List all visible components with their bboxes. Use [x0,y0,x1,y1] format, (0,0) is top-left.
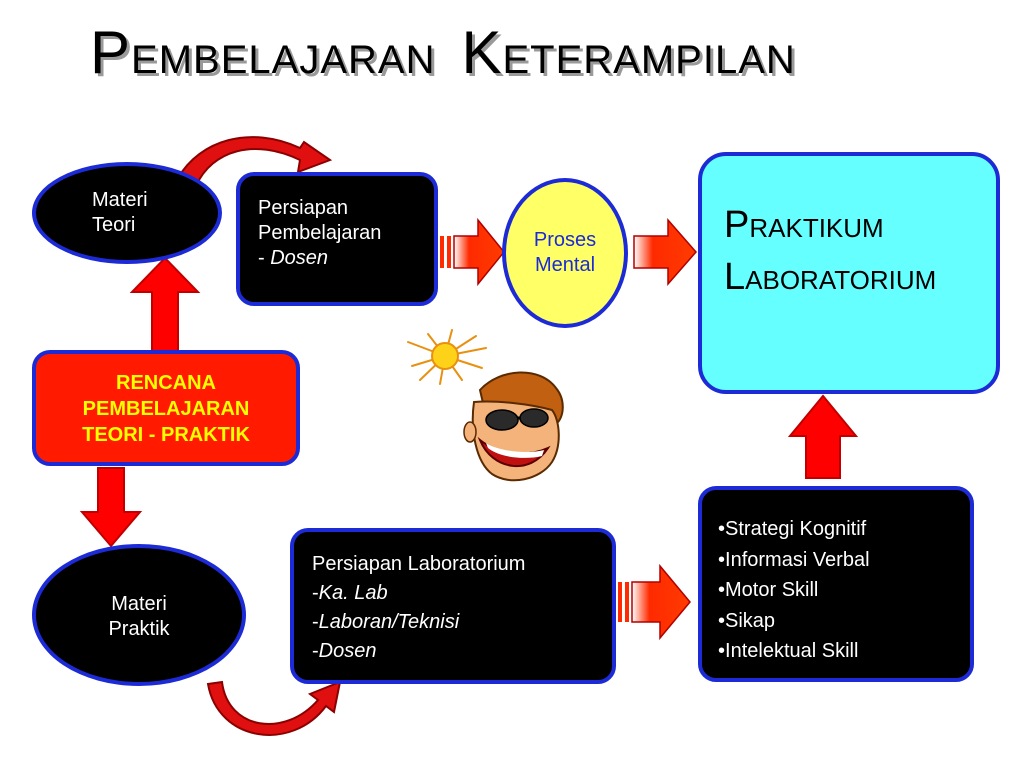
lab-item-dash: - [312,611,319,633]
materi-praktik-node [32,544,246,686]
skill-sikap: Sikap [725,609,776,632]
arrow-up-to-teori [132,258,198,354]
page-title [90,18,796,87]
arrow-to-proses-mental [440,220,504,284]
title-initial-p: P [90,19,132,86]
cartoon-face-icon [464,372,563,480]
arrow-down-to-praktik [82,468,140,546]
title-initial-k: K [461,19,503,86]
persiapan-pembelajaran-dash: - [258,247,271,269]
praktikum-word: RAKTIKUM [749,213,884,243]
praktikum-initial-l: L [724,256,746,298]
materi-teori-node [32,162,222,264]
praktikum-initial-p: P [724,204,750,246]
skill-item [718,606,970,637]
persiapan-laboratorium-node [290,528,616,684]
lab-item-dash: - [312,640,319,662]
skill-intelektual-skill: Intelektual Skill [725,640,859,662]
skill-item [718,545,970,576]
laboratorium-word: ABORATORIUM [745,265,937,295]
arrow-to-praktikum [634,220,696,284]
lab-item-dash: - [312,582,319,604]
persiapan-pembelajaran-dosen: Dosen [270,247,329,269]
proses-mental-node [502,178,628,328]
lab-item-ka-lab: Ka. Lab [318,582,388,604]
title-word-keterampilan: ETERAMPILAN [502,38,796,82]
skill-motor-skill: Motor Skill [725,579,819,601]
bullet: • [718,579,726,601]
rencana-line3: TEORI - PRAKTIK [82,424,250,446]
skill-informasi-verbal: Informasi Verbal [725,548,870,571]
materi-teori-line2: Teori [92,214,136,236]
persiapan-pembelajaran-line2: Pembelajaran [258,222,382,244]
sun-icon [408,330,486,384]
arrow-to-skills [618,566,690,638]
rencana-line2: PEMBELAJARAN [82,398,250,420]
skill-item [718,575,970,606]
bullet: • [718,609,726,632]
praktikum-laboratorium-node [698,152,1000,394]
bullet: • [718,640,726,662]
materi-teori-line1: Materi [92,189,148,211]
lab-item-dosen: Dosen [318,640,377,662]
persiapan-laboratorium-heading: Persiapan Laboratorium [312,553,526,575]
persiapan-pembelajaran-line1: Persiapan [258,197,349,219]
rencana-pembelajaran-node [32,350,300,466]
skill-item [718,636,970,667]
arrow-up-to-praktikum [790,396,856,478]
curved-arrow-bottom [208,682,340,735]
materi-praktik-line2: Praktik [108,618,170,640]
materi-praktik-line1: Materi [111,593,167,615]
bullet: • [718,518,726,540]
lab-item-laboran: Laboran/Teknisi [318,611,460,633]
proses-mental-line1: Proses [533,229,597,251]
skill-item [718,514,970,545]
bullet: • [718,548,726,571]
proses-mental-line2: Mental [534,254,596,276]
persiapan-pembelajaran-node [236,172,438,306]
title-word-pembelajaran: EMBELAJARAN [131,38,436,82]
skills-node [698,486,974,682]
rencana-line1: RENCANA [116,372,216,394]
skill-strategi-kognitif: Strategi Kognitif [725,518,867,540]
